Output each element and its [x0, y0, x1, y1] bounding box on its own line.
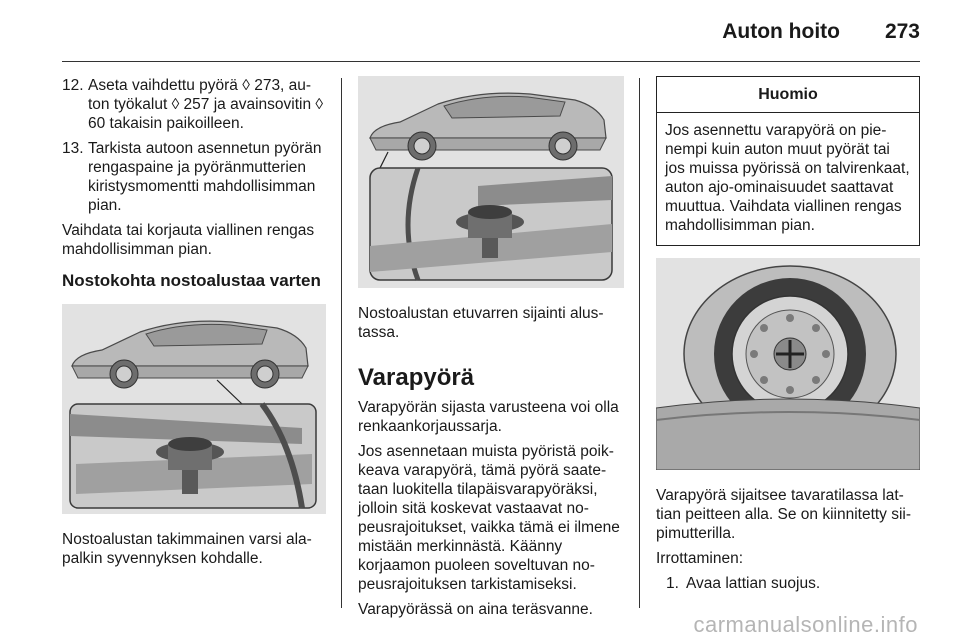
- subheading: Nostokohta nostoalustaa varten: [62, 271, 321, 290]
- spare-wheel-illustration: [656, 258, 920, 470]
- jack-point-front-illustration: [358, 76, 624, 288]
- watermark: carmanualsonline.info: [693, 612, 918, 637]
- step-number: 13.: [62, 140, 84, 157]
- list-item: [62, 139, 326, 215]
- note-box: [656, 76, 920, 246]
- paragraph: Vaihdata tai korjauta viallinen rengas mahdollisimman pian.: [62, 222, 315, 258]
- paragraph: Varapyörän sijasta varusteena voi olla renkaankorjaussarja.: [358, 399, 619, 435]
- column-divider: [639, 78, 640, 608]
- figure-caption: Nostoalustan etuvarren sijainti alustassa.: [358, 305, 604, 341]
- page-number: 273: [884, 20, 920, 43]
- paragraph: Varapyörässä on aina teräsvanne.: [358, 601, 593, 618]
- jack-point-rear-illustration: [62, 304, 326, 514]
- step-text: Tarkista autoon asennetun pyörän rengaspaine ja pyöränmutterien kiristysmomentti mahdollisimman pian.: [88, 140, 322, 214]
- page-header: [0, 0, 960, 62]
- paragraph: Jos asennetaan muista pyöristä poikkeava varapyörä, tämä pyörä saatetaan luokitella tilapäisvarapyöräksi, jolloin sitä koskevat vastaavat nopeusrajoitukset, vaikka tämä ei ilmene mistään merkinnästä. Käänny korjaamon puoleen soveltuvan nopeusrajoituksen tarkistamiseksi.: [358, 443, 620, 593]
- note-body: Jos asennettu varapyörä on pienempi kuin auton muut pyörät tai jos muissa pyörissä on talvirenkaat, auton ajo-ominaisuudet saattavat muuttua. Vaihdata viallinen rengas mahdollisimman pian.: [665, 122, 910, 234]
- header-rule: [62, 61, 920, 62]
- figure-caption: Varapyörä sijaitsee tavaratilassa lattian peitteen alla. Se on kiinnitetty siipimutterilla.: [656, 487, 912, 542]
- step-text: Aseta vaihdettu pyörä ◊ 273, auton työkalut ◊ 257 ja avainsovitin ◊ 60 takaisin paikoilleen.: [88, 77, 324, 132]
- section-title: Auton hoito: [722, 20, 840, 43]
- figure-caption: Nostoalustan takimmainen varsi alapalkin syvennyksen kohdalle.: [62, 531, 312, 567]
- column-1: [62, 76, 326, 574]
- note-title: Huomio: [657, 77, 919, 113]
- step-number: 1.: [666, 575, 679, 592]
- list-item: [62, 76, 326, 133]
- step-number: 12.: [62, 77, 84, 94]
- column-2: [358, 76, 624, 625]
- column-3: [656, 76, 920, 599]
- step-text: Avaa lattian suojus.: [686, 575, 821, 592]
- column-divider: [341, 78, 342, 608]
- paragraph: Irrottaminen:: [656, 550, 744, 567]
- section-heading: Varapyörä: [358, 364, 475, 391]
- list-item: [656, 574, 920, 593]
